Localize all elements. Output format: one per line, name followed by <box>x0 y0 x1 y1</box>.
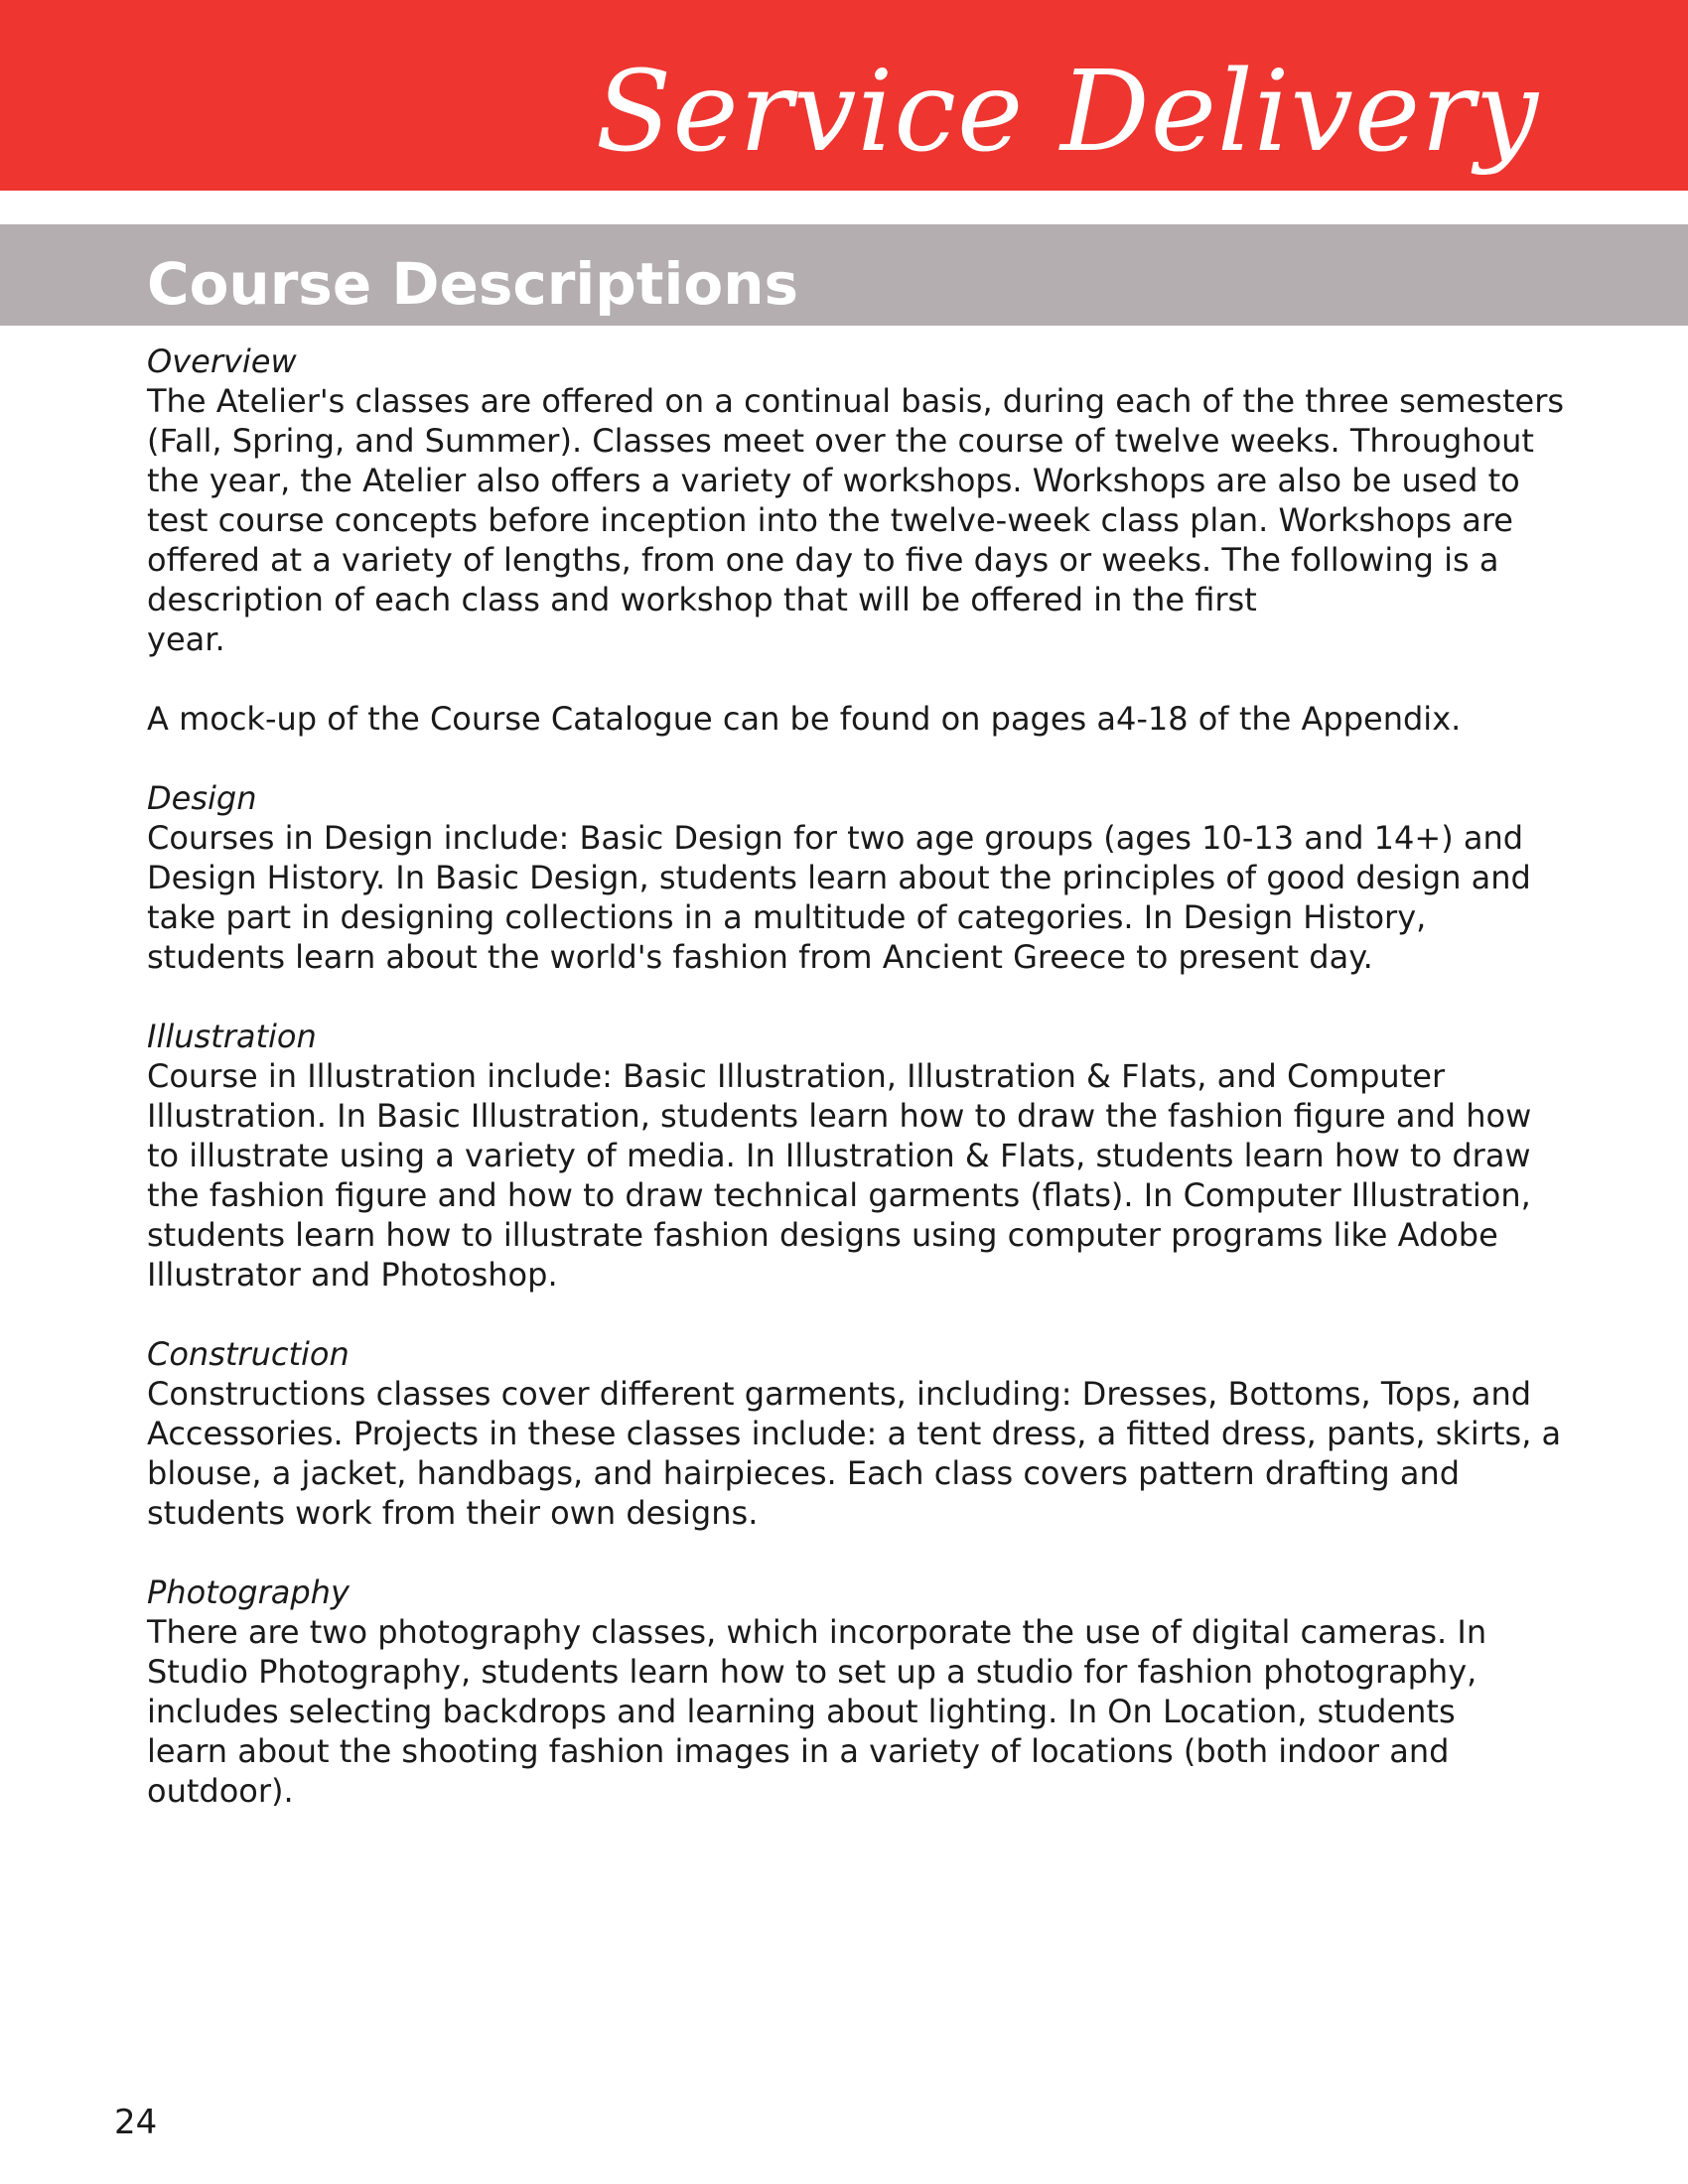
spacer <box>147 739 1567 778</box>
spacer <box>147 659 1567 699</box>
page-number: 24 <box>114 2103 158 2142</box>
photography-heading: Photography <box>147 1573 350 1611</box>
header-script-title: Service Delivery <box>595 48 1539 177</box>
photography-line: outdoor). <box>147 1772 294 1810</box>
spacer <box>147 1295 1567 1334</box>
overview-line: (Fall, Spring, and Summer). Classes meet over the course of twelve weeks. Throughout <box>147 422 1534 460</box>
design-line: take part in designing collections in a multitude of categories. In Design History, <box>147 898 1427 936</box>
illustration-line: Course in Illustration include: Basic Illustration, Illustration & Flats, and Computer <box>147 1057 1446 1095</box>
spacer <box>147 1533 1567 1572</box>
illustration-line: students learn how to illustrate fashion designs using computer programs like Adobe <box>147 1216 1498 1254</box>
overview-line: The Atelier's classes are offered on a continual basis, during each of the three semesters <box>147 382 1565 420</box>
photography-line: learn about the shooting fashion images in a variety of locations (both indoor and <box>147 1732 1450 1770</box>
design-heading: Design <box>147 779 257 817</box>
photography-line: There are two photography classes, which incorporate the use of digital cameras. In <box>147 1613 1487 1651</box>
construction-line: blouse, a jacket, handbags, and hairpieces. Each class covers pattern drafting and <box>147 1454 1461 1492</box>
catalogue-note: A mock-up of the Course Catalogue can be found on pages a4-18 of the Appendix. <box>147 700 1462 738</box>
overview-line: description of each class and workshop that will be offered in the first <box>147 581 1257 618</box>
design-line: Design History. In Basic Design, students learn about the principles of good design and <box>147 859 1531 896</box>
construction-line: Constructions classes cover different garments, including: Dresses, Bottoms, Tops, and <box>147 1375 1532 1413</box>
page-content <box>147 341 1567 1811</box>
illustration-line: to illustrate using a variety of media. In Illustration & Flats, students learn how to draw <box>147 1137 1531 1174</box>
illustration-heading: Illustration <box>147 1018 317 1055</box>
photography-line: Studio Photography, students learn how to set up a studio for fashion photography, <box>147 1653 1477 1691</box>
overview-line: test course concepts before inception into the twelve-week class plan. Workshops are <box>147 501 1513 539</box>
overview-line: offered at a variety of lengths, from one day to five days or weeks. The following is a <box>147 541 1499 579</box>
section-title: Course Descriptions <box>147 250 799 318</box>
overview-line: year. <box>147 620 225 658</box>
illustration-line: Illustrator and Photoshop. <box>147 1256 558 1294</box>
photography-line: includes selecting backdrops and learning about lighting. In On Location, students <box>147 1693 1456 1730</box>
construction-heading: Construction <box>147 1335 350 1373</box>
illustration-line: Illustration. In Basic Illustration, students learn how to draw the fashion figure and how <box>147 1097 1532 1135</box>
spacer <box>147 977 1567 1017</box>
overview-line: the year, the Atelier also offers a variety of workshops. Workshops are also be used to <box>147 462 1520 499</box>
overview-heading: Overview <box>147 342 297 380</box>
illustration-line: the fashion figure and how to draw technical garments (flats). In Computer Illustration, <box>147 1176 1531 1214</box>
construction-line: Accessories. Projects in these classes include: a tent dress, a fitted dress, pants, skirts, a <box>147 1415 1562 1452</box>
design-line: Courses in Design include: Basic Design for two age groups (ages 10-13 and 14+) and <box>147 819 1524 857</box>
design-line: students learn about the world's fashion from Ancient Greece to present day. <box>147 938 1373 976</box>
construction-line: students work from their own designs. <box>147 1494 759 1532</box>
